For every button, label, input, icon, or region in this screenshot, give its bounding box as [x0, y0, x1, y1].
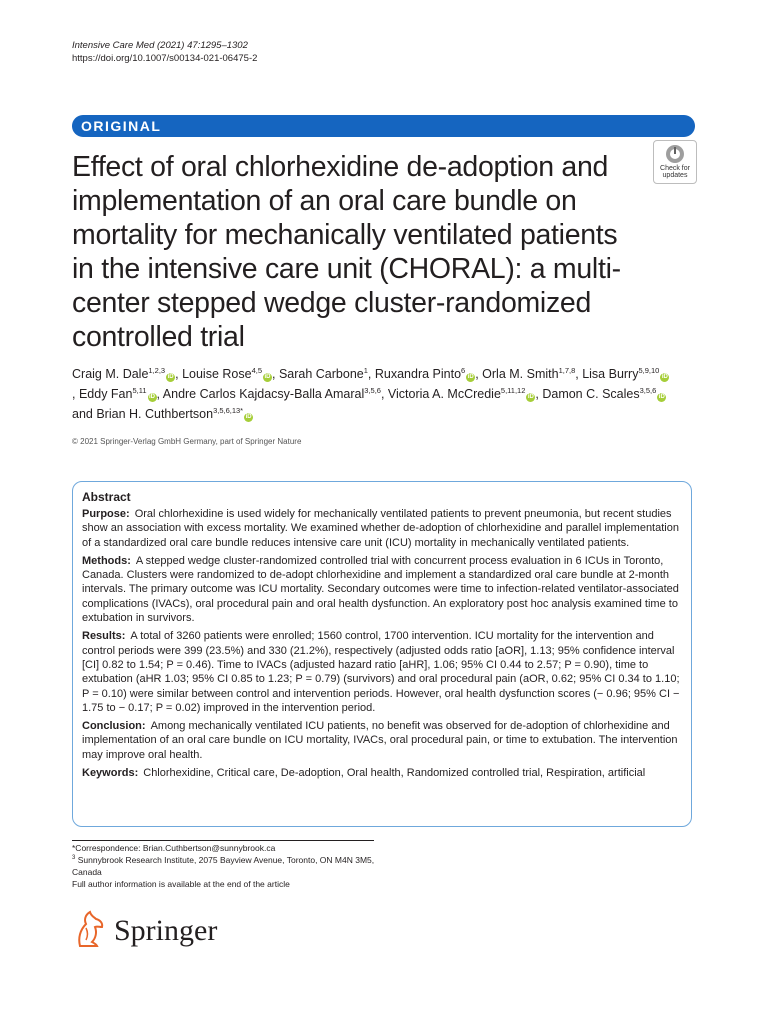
author[interactable]: [279, 367, 368, 381]
author-affiliation-numbers: 4,5: [251, 365, 262, 375]
keywords-text: Chlorhexidine, Critical care, De-adoption, Oral health, Randomized controlled trial, Respiration, artificial: [143, 767, 646, 780]
article-type-banner: [72, 115, 695, 137]
author-affiliation-numbers: 3,5,6: [639, 385, 657, 395]
author-name: Louise Rose: [182, 367, 252, 381]
author-name: Andre Carlos Kajdacsy-Balla Amaral: [162, 387, 365, 401]
copyright-notice: © 2021 Springer-Verlag GmbH Germany, part of Springer Nature: [72, 437, 302, 446]
author[interactable]: [79, 387, 157, 401]
author-name: Orla M. Smith: [482, 367, 559, 381]
article-type-label: ORIGINAL: [81, 118, 162, 134]
publisher-name: Springer: [114, 914, 218, 947]
conclusion-label: Conclusion:: [82, 720, 146, 733]
author-affiliation-numbers: 3,5,6,13*: [213, 405, 244, 415]
author[interactable]: [542, 387, 666, 401]
author-affiliation-numbers: 6: [461, 365, 466, 375]
orcid-icon[interactable]: iD: [245, 414, 252, 420]
abstract-methods: [82, 554, 682, 625]
methods-text: A stepped wedge cluster-randomized controlled trial with concurrent process evaluation in 6 ICUs in Toronto, Canada. Clusters were randomized to de-adopt chlorhexidine and implement a standardized oral care bundle at 2-month intervals. The primary outcome was ICU mortality. Secondary outcomes were time to infection-related ventilator-associated complications (IVACs), oral procedural pain and oral health dysfunction. An exploratory post hoc analysis examined time to extubation in survivors.: [82, 554, 679, 625]
author-name: Eddy Fan: [78, 387, 133, 401]
author-name: Ruxandra Pinto: [374, 367, 462, 381]
author-affiliation-numbers: 5,9,10: [638, 365, 660, 375]
author[interactable]: [182, 367, 272, 381]
abstract-heading: Abstract: [82, 490, 131, 504]
conclusion-text: Among mechanically ventilated ICU patients, no benefit was observed for de-adoption of chlorhexidine and implementation of an oral care bundle on ICU mortality, IVACs, oral procedural pain, or time to extubation. The intervention may improve oral health.: [82, 720, 678, 761]
doi-link[interactable]: https://doi.org/10.1007/s00134-021-06475-2: [72, 53, 258, 64]
results-text: A total of 3260 patients were enrolled; 1560 control, 1700 intervention. ICU mortality for the intervention and control periods were 399 (23.5%) and 330 (21.2%), respectively (adjusted odds ratio [aOR], 1.13; 95% confidence interval [CI] 0.82 to 1.54; P = 0.46). Time to IVACs (adjusted hazard ratio [aHR], 1.06; 95% CI 0.44 to 2.57; P = 0.90), time to extubation (aHR 1.03; 95% CI 0.85 to 1.23; P = 0.79) (survivors) and oral procedural pain (aOR, 0.62; 95% CI 0.34 to 1.10; P = 0.10) were similar between control and intervention periods. However, oral health dysfunction scores (− 0.96; 95% CI − 1.75 to − 0.17; P = 0.02) improved in the intervention period.: [82, 630, 680, 714]
orcid-icon[interactable]: iD: [527, 394, 534, 400]
author[interactable]: [72, 367, 175, 381]
author[interactable]: [388, 387, 535, 401]
author[interactable]: [163, 387, 381, 401]
orcid-icon[interactable]: iD: [167, 374, 174, 380]
author-affiliation-numbers: 5,11: [132, 385, 147, 395]
full-author-info-note: Full author information is available at the end of the article: [72, 879, 290, 889]
abstract-conclusion: [82, 719, 682, 762]
author-affiliation-numbers: 5,11,12: [500, 385, 526, 395]
author[interactable]: [582, 367, 669, 381]
affiliation-text: Sunnybrook Research Institute, 2075 Bayview Avenue, Toronto, ON M4N 3M5, Canada: [72, 855, 375, 877]
springer-horse-icon: [72, 908, 108, 950]
author-list: Craig M. Dale$^{1,2,3}$iD , Louise Rose$^{4,5}$iD , Sarah Carbone$^1$, Ruxandra Pinto$^6$iD , Orla M. Smith$^{1,7,8}$, Lisa Burry$^{5,9,10}$iD, Eddy Fan$^{5,11}$iD , Andre Carlos Kajdacsy-Balla Amaral$^{3,5,6}$, Victoria A. McCredie$^{5,11,12}$iD , Damon C. Scales$^{3,5,6}$iD and Brian H. Cuthbertson$^{3,5,6,13*}$iD: [72, 365, 668, 421]
abstract-box: [72, 481, 692, 827]
author-affiliation-numbers: 3,5,6: [364, 385, 381, 395]
journal-reference: [72, 39, 257, 65]
author-name: Victoria A. McCredie: [387, 387, 501, 401]
author[interactable]: [375, 367, 475, 381]
author-affiliation-numbers: 1: [363, 365, 368, 375]
author[interactable]: [96, 407, 253, 421]
purpose-label: Purpose:: [82, 508, 130, 520]
author[interactable]: [482, 367, 575, 381]
orcid-icon[interactable]: iD: [467, 374, 474, 380]
keywords-label: Keywords:: [82, 767, 139, 780]
check-updates-line1: Check for: [660, 165, 690, 172]
author-name: Damon C. Scales: [542, 387, 640, 401]
correspondence-note: *Correspondence: Brian.Cuthbertson@sunnybrook.ca: [72, 843, 276, 853]
abstract-keywords: [82, 766, 682, 780]
author-name: Lisa Burry: [582, 367, 639, 381]
check-for-updates-badge[interactable]: [653, 140, 697, 184]
purpose-text: Oral chlorhexidine is used widely for mechanically ventilated patients to prevent pneumonia, but recent studies show an association with excess mortality. We examined whether de-adoption of chlorhexidine and parallel implementation of a standardized oral care bundle reduces intensive care unit (ICU) mortality in mechanically ventilated patients.: [82, 508, 679, 549]
abstract-purpose: [82, 507, 682, 550]
abstract-results: [82, 629, 682, 715]
springer-logo: [72, 908, 222, 952]
affiliation-note: [72, 854, 382, 878]
check-updates-line2: updates: [662, 172, 688, 179]
orcid-icon[interactable]: iD: [661, 374, 668, 380]
orcid-icon[interactable]: iD: [149, 394, 156, 400]
crossmark-icon: [665, 144, 685, 164]
author-name: Sarah Carbone: [278, 367, 364, 381]
article-title: Effect of oral chlorhexidine de-adoption and implementation of an oral care bundle on mortality for mechanically ventilated patients in the intensive care unit (CHORAL): a multi-center stepped wedge cluster-randomized controlled trial: [72, 151, 621, 353]
author-affiliation-numbers: 1,7,8: [558, 365, 576, 375]
orcid-icon[interactable]: iD: [264, 374, 271, 380]
footnotes: [72, 842, 382, 890]
results-label: Results:: [82, 630, 126, 643]
footnote-divider: [72, 840, 374, 841]
orcid-icon[interactable]: iD: [658, 394, 665, 400]
journal-citation: Intensive Care Med (2021) 47:1295–1302: [72, 40, 248, 51]
methods-label: Methods:: [82, 554, 131, 567]
author-name: Brian H. Cuthbertson: [96, 407, 214, 421]
affiliation-mark: 3: [72, 855, 76, 862]
author-name: Craig M. Dale: [72, 367, 149, 381]
author-affiliation-numbers: 1,2,3: [148, 365, 166, 375]
